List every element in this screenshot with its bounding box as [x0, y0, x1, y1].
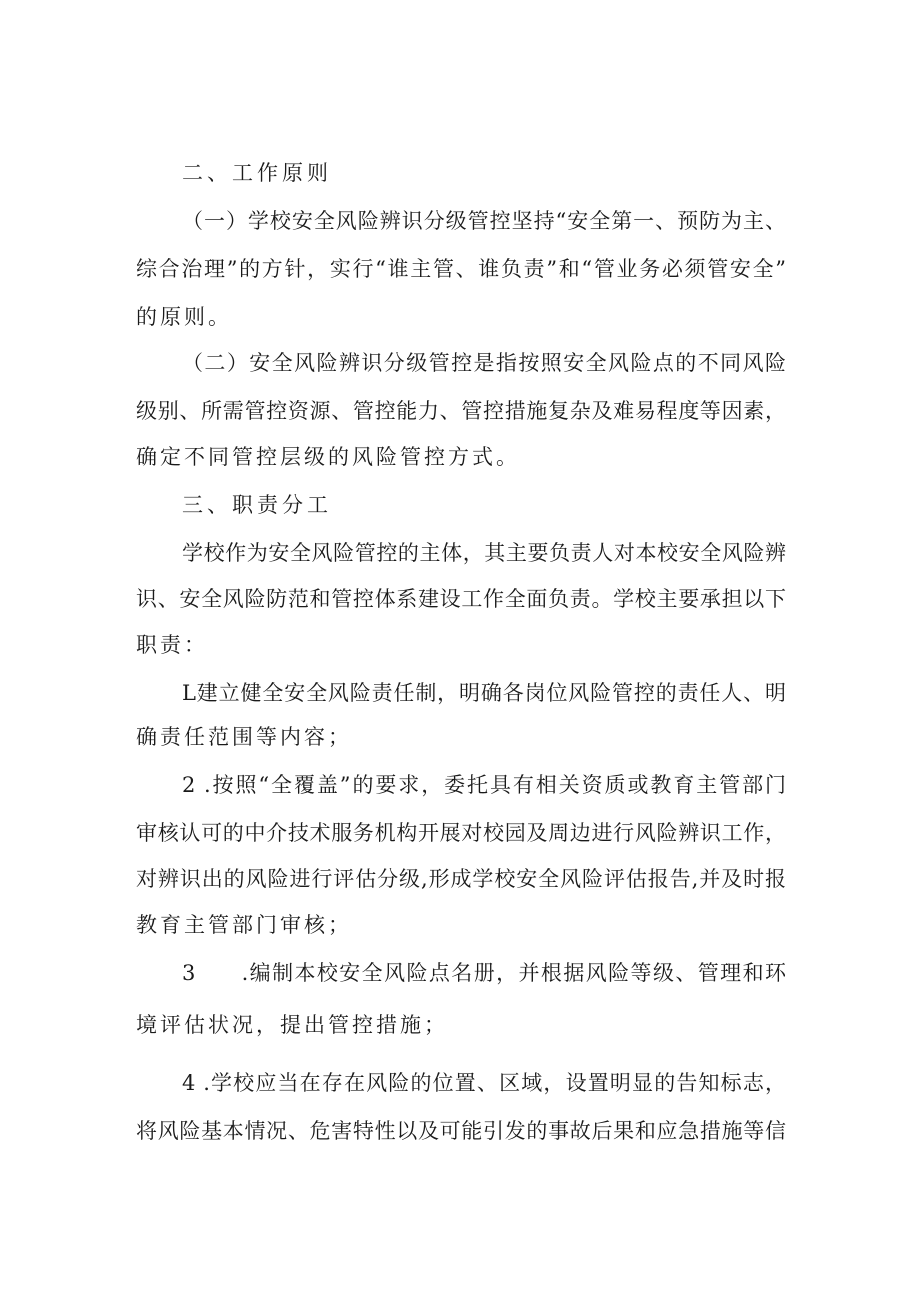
- list-item-line: 对辨识出的风险进行评估分级,形成学校安全风险评估报告,并及时报: [136, 867, 786, 891]
- list-item-line: 将风险基本情况、危害特性以及可能引发的事故后果和应急措施等信: [136, 1119, 786, 1143]
- list-item-line: 教育主管部门审核；: [136, 913, 352, 937]
- paragraph-line: 综合治理”的方针，实行“谁主管、谁负责”和“管业务必须管安全”: [136, 257, 786, 281]
- paragraph-line: 的原则。: [136, 305, 232, 329]
- list-item-line: 确责任范围等内容；: [136, 725, 352, 749]
- section-heading-duties: 三、职责分工: [182, 493, 332, 517]
- paragraph-line: 确定不同管控层级的风险管控方式。: [136, 445, 520, 469]
- list-item-line: 3 .编制本校安全风险点名册，并根据风险等级、管理和环: [182, 961, 786, 985]
- list-item-line: 审核认可的中介技术服务机构开展对校园及周边进行风险辨识工作，: [136, 821, 786, 845]
- list-item-line: 4 .学校应当在存在风险的位置、区域，设置明显的告知标志，: [182, 1071, 786, 1095]
- paragraph-line: （一）学校安全风险辨识分级管控坚持“安全第一、预防为主、: [182, 209, 786, 233]
- paragraph-line: （二）安全风险辨识分级管控是指按照安全风险点的不同风险: [182, 351, 786, 375]
- list-item-line: 2 .按照“全覆盖”的要求，委托具有相关资质或教育主管部门: [182, 773, 786, 797]
- paragraph-line: 识、安全风险防范和管控体系建设工作全面负责。学校主要承担以下: [136, 587, 786, 611]
- list-item-line: L建立健全安全风险责任制，明确各岗位风险管控的责任人、明: [182, 681, 786, 705]
- list-item-line: 境评估状况，提出管控措施；: [136, 1013, 448, 1037]
- paragraph-line: 学校作为安全风险管控的主体，其主要负责人对本校安全风险辨: [182, 541, 786, 565]
- paragraph-line: 级别、所需管控资源、管控能力、管控措施复杂及难易程度等因素，: [136, 399, 786, 423]
- section-heading-principles: 二、工作原则: [182, 161, 332, 185]
- paragraph-line: 职责：: [136, 633, 208, 657]
